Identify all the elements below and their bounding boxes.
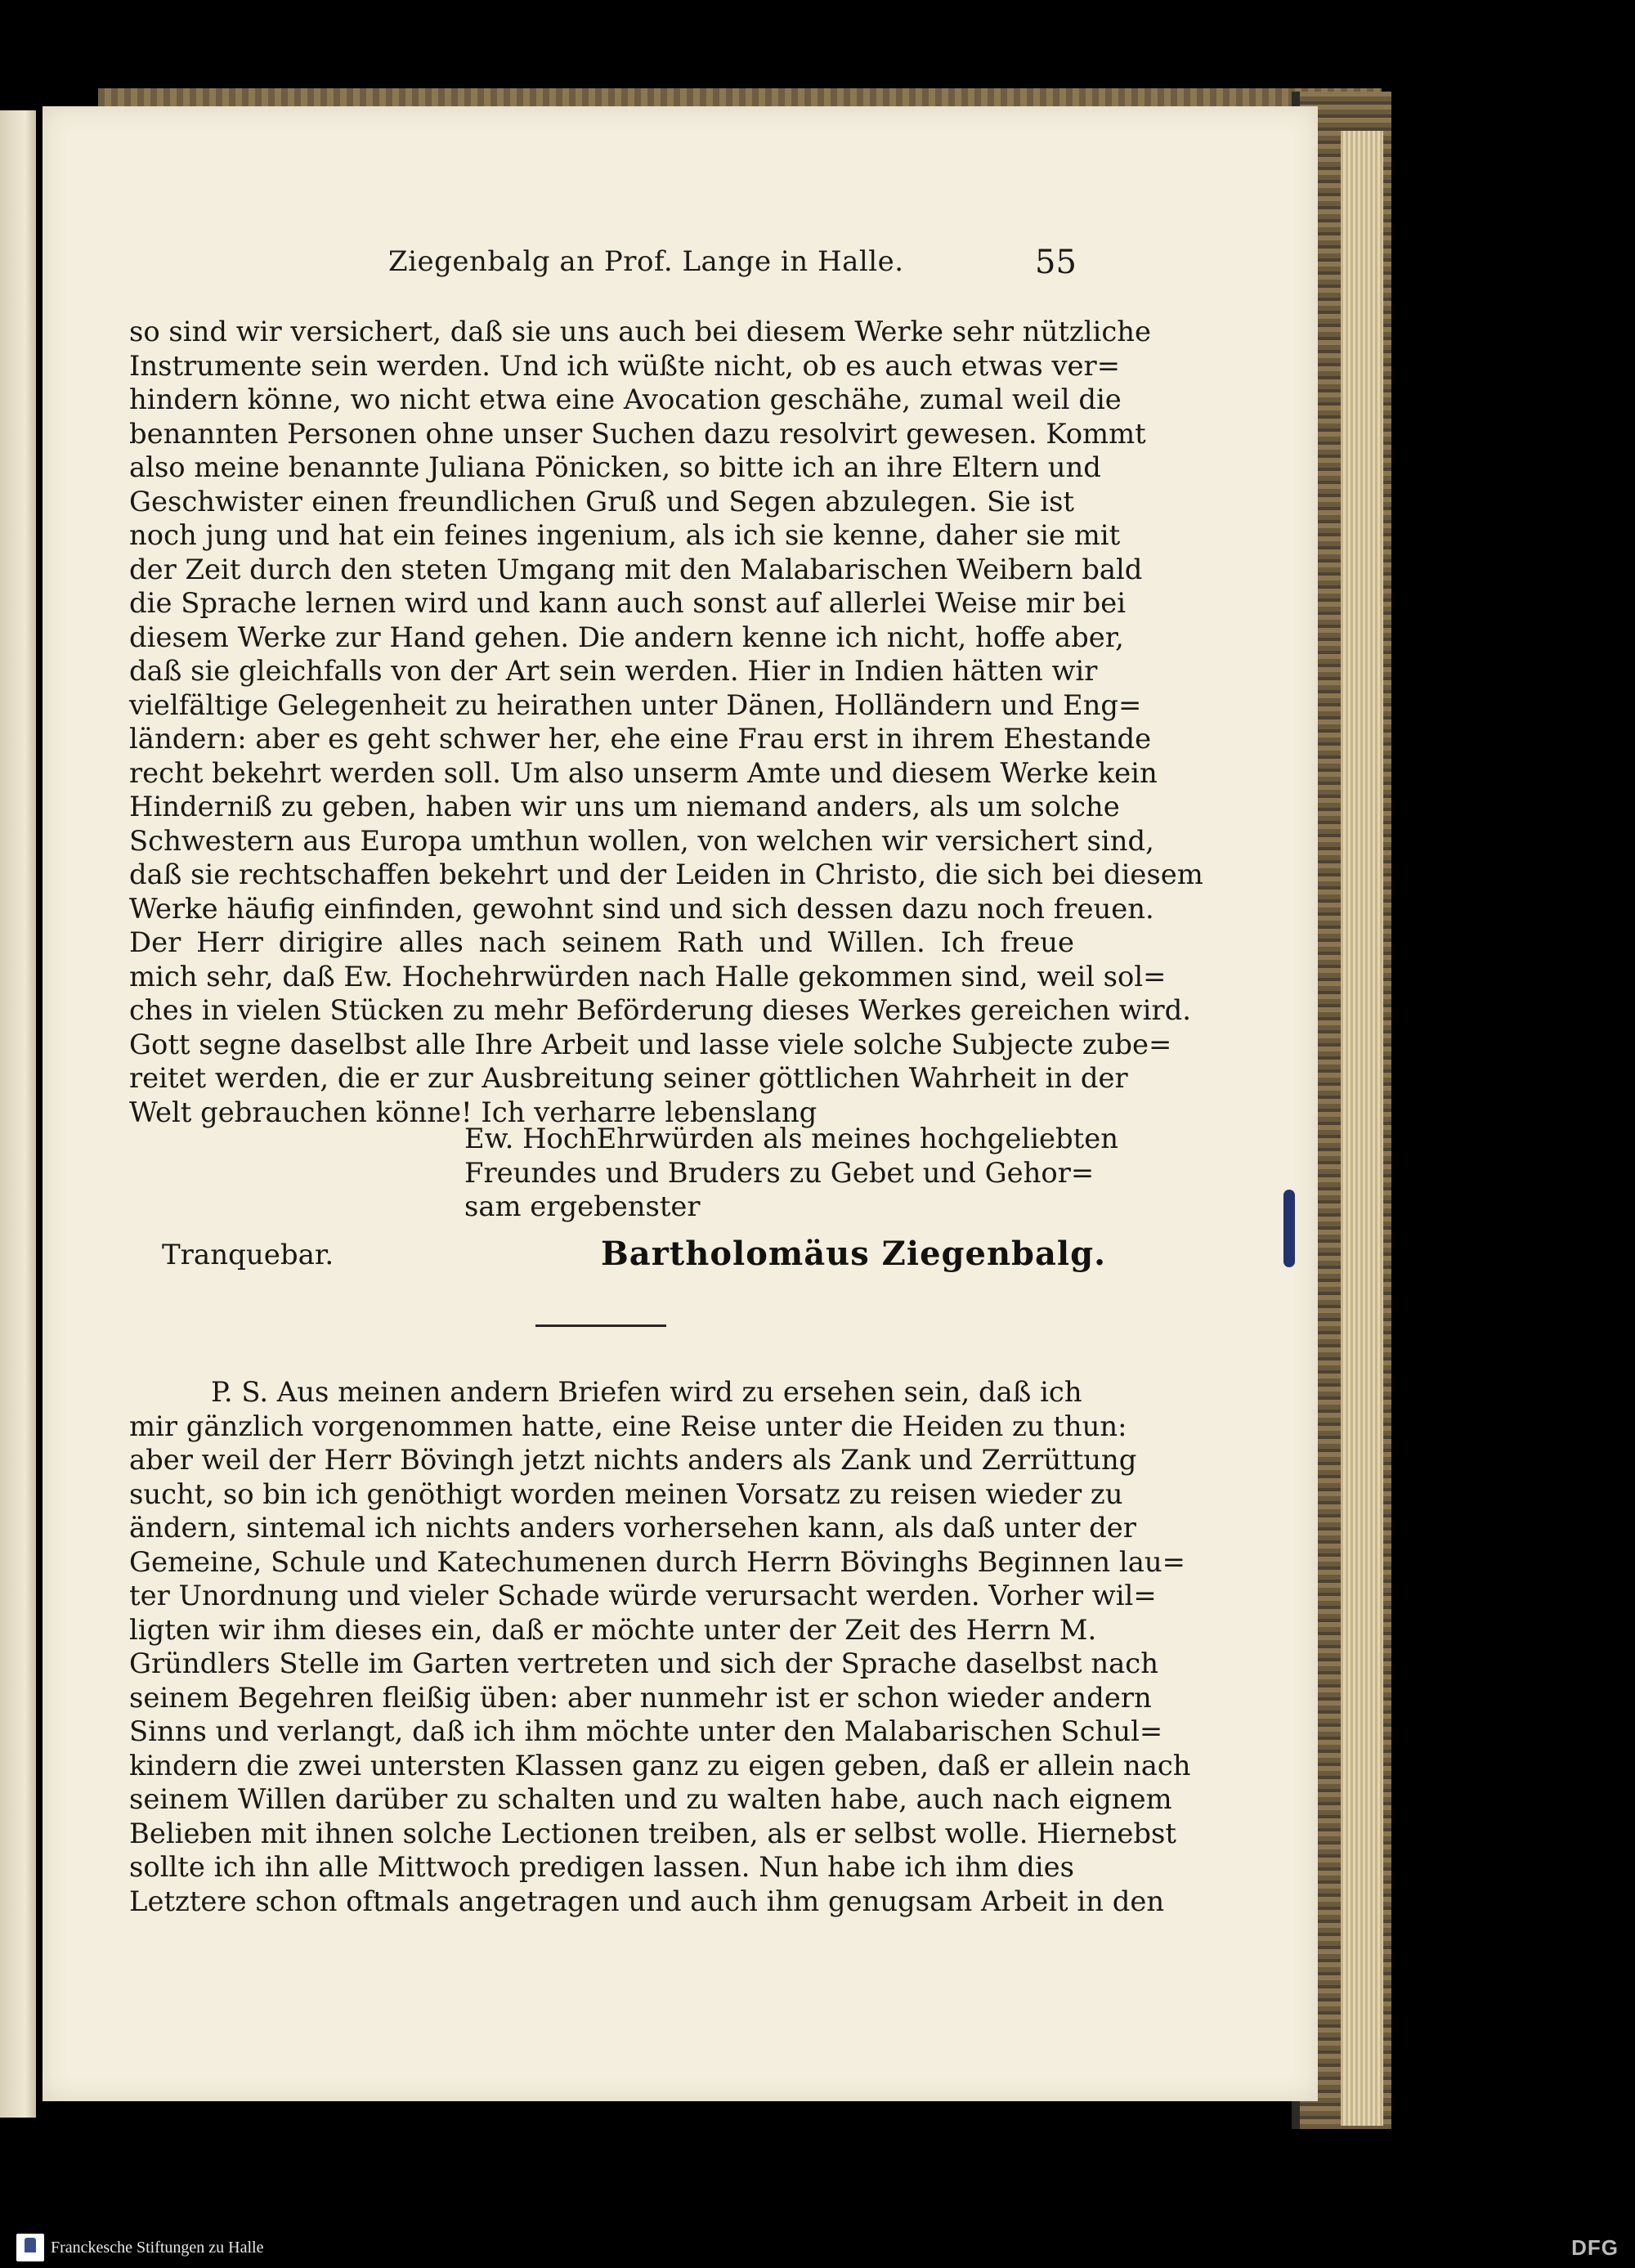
text-line: daß sie rechtschaffen bekehrt und der Leiden in Christo, die sich bei diesem [129,858,1203,890]
bookmark-ribbon [1283,1190,1295,1267]
running-header: Ziegenbalg an Prof. Lange in Halle. [388,245,904,278]
closing-line: sam ergebenster [464,1190,701,1222]
facing-page-edge [0,110,36,2118]
foundation-logo-icon [16,2234,44,2261]
text-line: Geschwister einen freundlichen Gruß und Segen abzulegen. Sie ist [129,485,1074,518]
text-line: mich sehr, daß Ew. Hochehrwürden nach Halle gekommen sind, weil sol= [129,960,1167,993]
text-line: so sind wir versichert, daß sie uns auch bei diesem Werke sehr nützliche [129,316,1152,347]
text-line: Hinderniß zu geben, haben wir uns um niemand anders, als um solche [129,791,1120,822]
text-line: Der Herr dirigire alles nach seinem Rath und Willen. Ich freue [129,926,1074,958]
text-line: aber weil der Herr Bövingh jetzt nichts anders als Zank und Zerrüttung [129,1444,1137,1476]
postscript [129,1375,1191,1918]
text-line: Letztere schon oftmals angetragen und auch ihm genugsam Arbeit in den [129,1885,1165,1917]
text-line: Gott segne daselbst alle Ihre Arbeit und lasse viele solche Subjecte zube= [129,1028,1172,1060]
text-line: daß sie gleichfalls von der Art sein werden. Hier in Indien hätten wir [129,655,1098,687]
letter-closing [464,1122,1118,1224]
page-number: 55 [1035,244,1077,281]
text-line: hindern könne, wo nicht etwa eine Avocation geschähe, zumal weil die [129,383,1122,415]
text-line: reitet werden, die er zur Ausbreitung seiner göttlichen Wahrheit in der [129,1062,1128,1094]
text-line: sollte ich ihn alle Mittwoch predigen lassen. Nun habe ich ihm dies [129,1851,1074,1883]
text-line: Sinns und verlangt, daß ich ihm möchte unter den Malabarischen Schul= [129,1715,1163,1747]
text-line: der Zeit durch den steten Umgang mit den Malabarischen Weibern bald [129,553,1143,585]
text-line: die Sprache lernen wird und kann auch sonst auf allerlei Weise mir bei [129,587,1127,619]
text-line: vielfältige Gelegenheit zu heirathen unter Dänen, Holländern und Eng= [129,688,1142,721]
text-line: Instrumente sein werden. Und ich wüßte nicht, ob es auch etwas ver= [129,349,1121,382]
institution-name: Franckesche Stiftungen zu Halle [51,2239,264,2257]
place-of-writing: Tranquebar. [162,1239,334,1271]
text-line: Gründlers Stelle im Garten vertreten und sich der Sprache daselbst nach [129,1647,1158,1679]
text-line: benannten Personen ohne unser Suchen dazu resolvirt gewesen. Kommt [129,417,1146,450]
text-line: seinem Begehren fleißig üben: aber nunmehr ist er schon wieder andern [129,1681,1152,1714]
text-line: also meine benannte Juliana Pönicken, so bitte ich an ihre Eltern und [129,451,1101,483]
text-line: Schwestern aus Europa umthun wollen, von welchen wir versichert sind, [129,824,1154,857]
text-line: recht bekehrt werden soll. Um also unserm Amte und diesem Werke kein [129,756,1158,789]
viewer-footer [0,2227,1635,2268]
text-line: ligten wir ihm dieses ein, daß er möchte unter der Zeit des Herrn M. [129,1613,1097,1646]
text-line: ches in vielen Stücken zu mehr Beförderung dieses Werkes gereichen wird. [129,994,1191,1026]
dfg-logo: DFG [1571,2235,1619,2260]
text-line: ter Unordnung und vieler Schade würde verursacht werden. Vorher wil= [129,1580,1157,1611]
text-line: seinem Willen darüber zu schalten und zu walten habe, auch nach eignem [129,1783,1172,1815]
text-line: mir gänzlich vorgenommen hatte, eine Reise unter die Heiden zu thun: [129,1410,1127,1442]
text-line: ändern, sintemal ich nichts anders vorhersehen kann, als daß unter der [129,1512,1136,1544]
text-line: sucht, so bin ich genöthigt worden meinen Vorsatz zu reisen wieder zu [129,1477,1123,1510]
text-line: P. S. Aus meinen andern Briefen wird zu ersehen sein, daß ich [211,1376,1082,1408]
closing-line: Freundes und Bruders zu Gebet und Gehor= [464,1156,1095,1189]
text-line: Werke häufig einfinden, gewohnt sind und sich dessen dazu noch freuen. [129,892,1154,925]
text-line: Belieben mit ihnen solche Lectionen treiben, als er selbst wolle. Hiernebst [129,1817,1176,1849]
text-line: Gemeine, Schule und Katechumenen durch Herrn Bövinghs Beginnen lau= [129,1545,1185,1578]
signature: Bartholomäus Ziegenbalg. [601,1235,1107,1273]
page-stack-edge [1341,131,1383,2126]
text-line: kindern die zwei untersten Klassen ganz zu eigen geben, daß er allein nach [129,1749,1191,1782]
text-line: Welt gebrauchen könne! Ich verharre lebenslang [129,1096,818,1128]
text-line: ländern: aber es geht schwer her, ehe eine Frau erst in ihrem Ehestande [129,723,1152,755]
text-line: noch jung und hat ein feines ingenium, als ich sie kenne, daher sie mit [129,519,1121,551]
text-line: diesem Werke zur Hand gehen. Die andern kenne ich nicht, hoffe aber, [129,621,1124,653]
letter-body [129,315,1203,1129]
section-divider [535,1324,666,1327]
closing-line: Ew. HochEhrwürden als meines hochgeliebten [464,1123,1118,1154]
